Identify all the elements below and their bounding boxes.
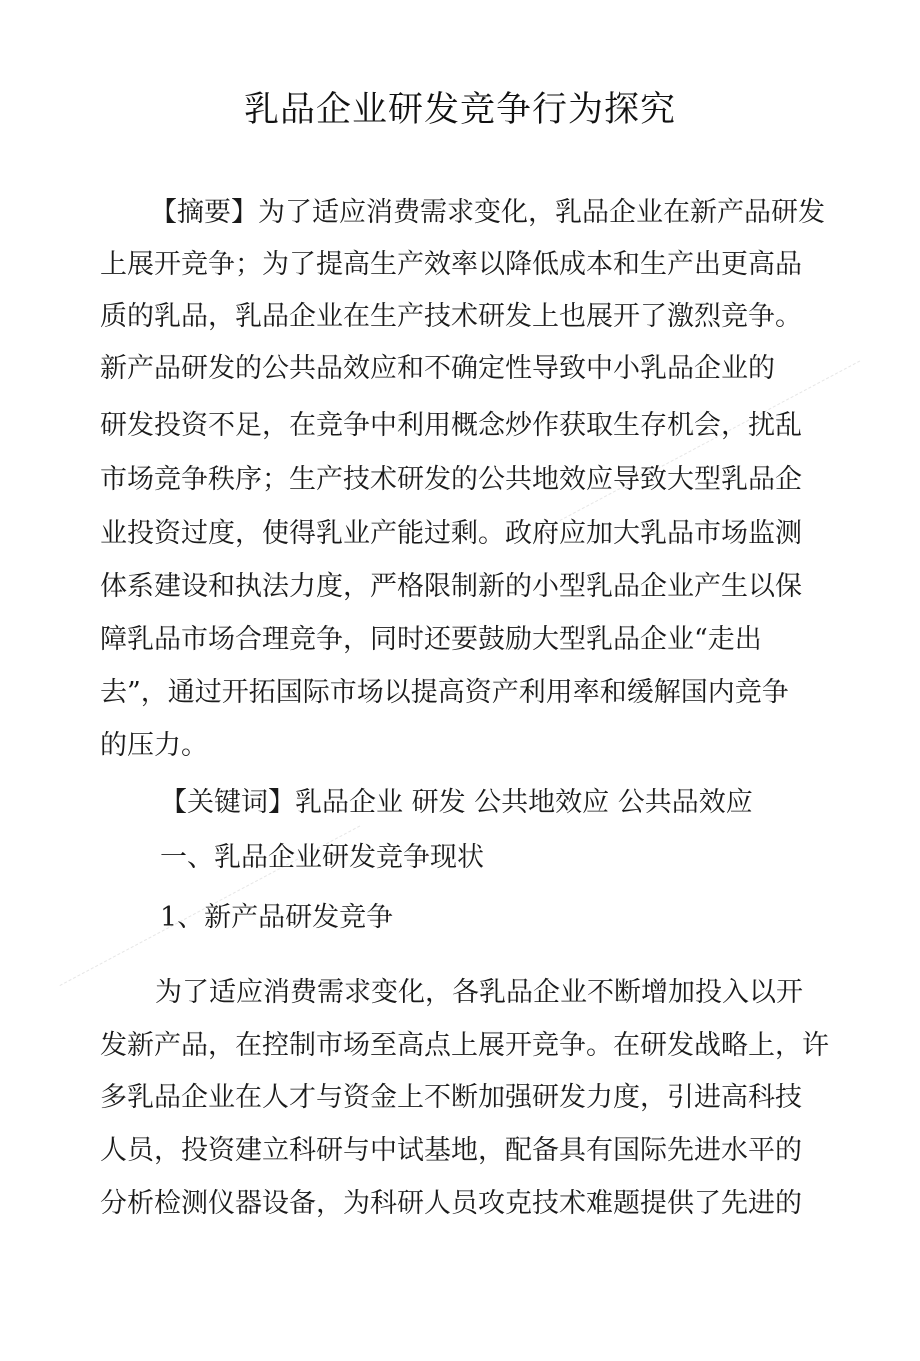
- abstract-line: 【摘要】为了适应消费需求变化，乳品企业在新产品研发: [150, 197, 825, 228]
- abstract-line: 业投资过度，使得乳业产能过剩。政府应加大乳品市场监测: [100, 518, 802, 549]
- body-line: 分析检测仪器设备，为科研人员攻克技术难题提供了先进的: [100, 1188, 802, 1219]
- body-line: 多乳品企业在人才与资金上不断加强研发力度，引进高科技: [100, 1082, 802, 1113]
- abstract-line: 障乳品市场合理竞争，同时还要鼓励大型乳品企业“走出: [100, 624, 762, 655]
- abstract-line: 新产品研发的公共品效应和不确定性导致中小乳品企业的: [100, 353, 775, 384]
- keywords-line: 【关键词】乳品企业 研发 公共地效应 公共品效应: [160, 787, 753, 818]
- document-title: 乳品企业研发竞争行为探究: [243, 90, 676, 130]
- abstract-line: 质的乳品，乳品企业在生产技术研发上也展开了激烈竞争。: [100, 301, 802, 332]
- body-line: 人员，投资建立科研与中试基地，配备具有国际先进水平的: [100, 1135, 802, 1166]
- abstract-line: 体系建设和执法力度，严格限制新的小型乳品企业产生以保: [100, 571, 802, 602]
- abstract-line: 市场竞争秩序；生产技术研发的公共地效应导致大型乳品企: [100, 464, 802, 495]
- section-heading: 一、乳品企业研发竞争现状: [160, 842, 484, 873]
- abstract-line: 去”，通过开拓国际市场以提高资产利用率和缓解国内竞争: [100, 677, 789, 708]
- abstract-line: 上展开竞争；为了提高生产效率以降低成本和生产出更高品: [100, 249, 802, 280]
- abstract-line: 的压力。: [100, 730, 208, 761]
- body-line: 发新产品，在控制市场至高点上展开竞争。在研发战略上，许: [100, 1030, 829, 1061]
- body-line: 为了适应消费需求变化，各乳品企业不断增加投入以开: [155, 977, 803, 1008]
- subsection-heading: 1、新产品研发竞争: [160, 902, 394, 933]
- abstract-line: 研发投资不足，在竞争中利用概念炒作获取生存机会，扰乱: [100, 410, 802, 441]
